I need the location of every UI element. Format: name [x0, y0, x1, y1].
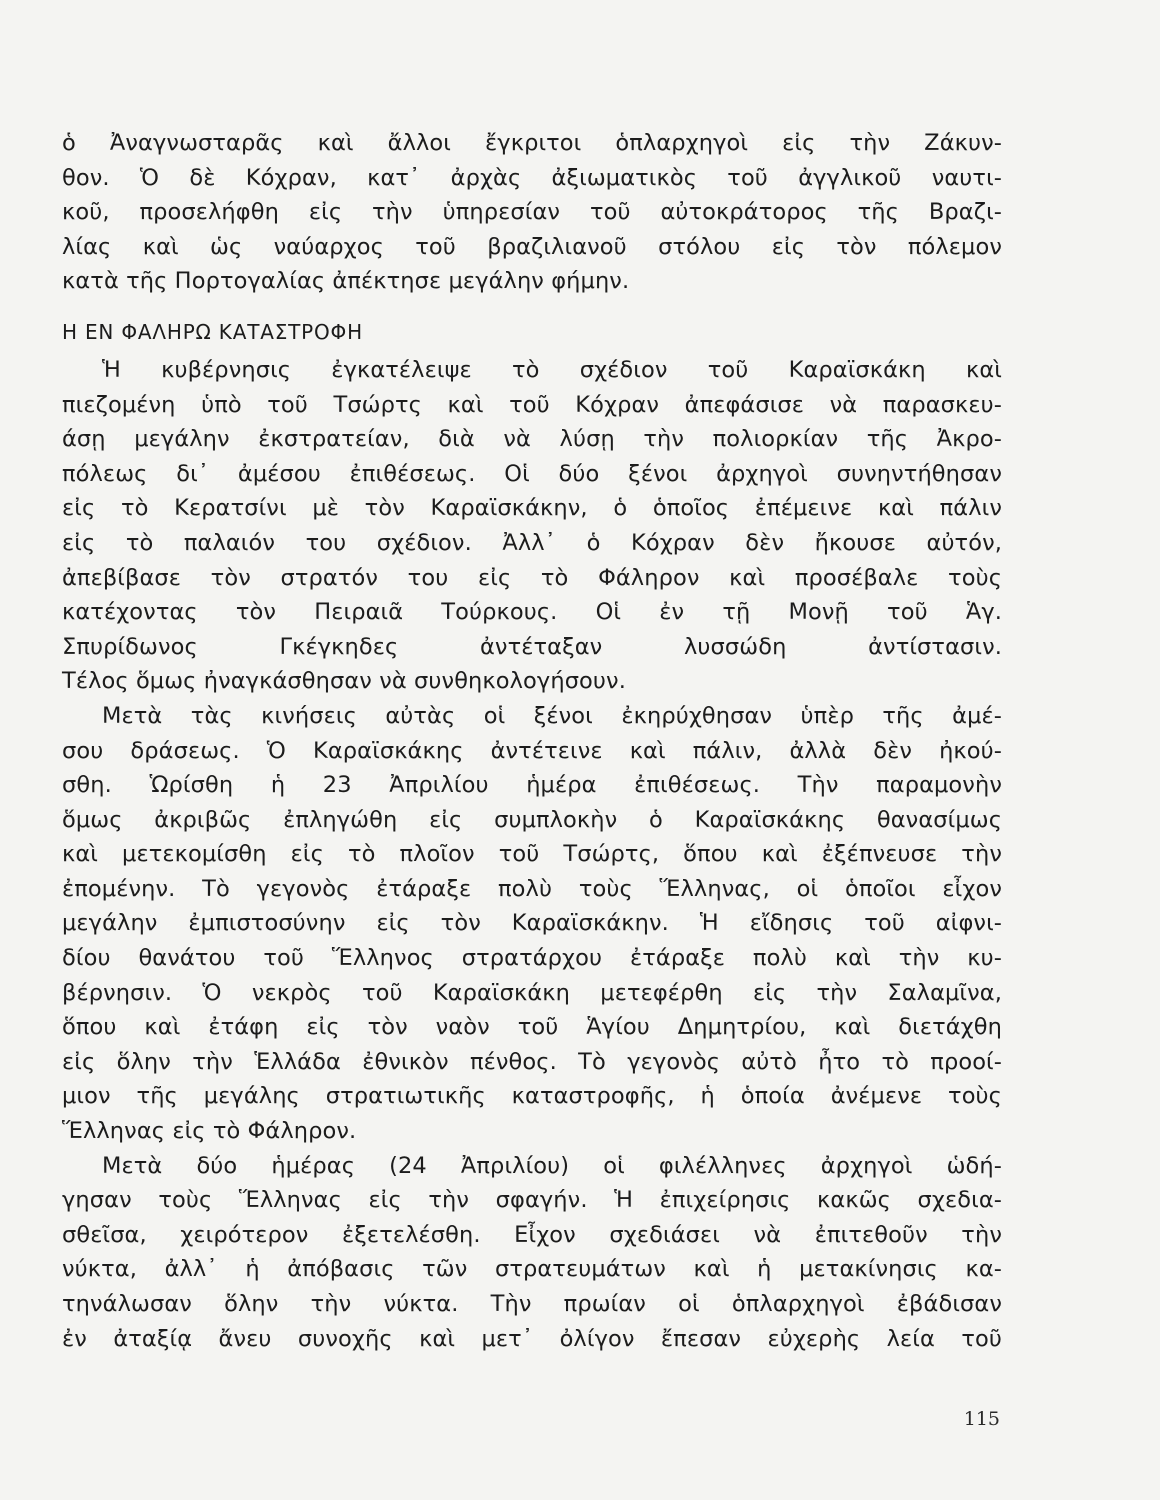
page-body [62, 126, 1002, 1356]
text-line: πόλεως δι᾽ ἀμέσου ἐπιθέσεως. Οἱ δύο ξένοι ἀρχηγοὶ συνηντήθησαν [62, 460, 1002, 487]
paragraph-2 [62, 699, 1002, 1149]
text-line: ὅπου καὶ ἐτάφη εἰς τὸν ναὸν τοῦ Ἁγίου Δημητρίου, καὶ διετάχθη [62, 1014, 1002, 1041]
text-line: τηνάλωσαν ὅλην τὴν νύκτα. Τὴν πρωίαν οἱ ὁπλαρχηγοὶ ἐβάδισαν [62, 1291, 1002, 1317]
text-line: Ἡ κυβέρνησις ἐγκατέλειψε τὸ σχέδιον τοῦ Καραϊσκάκη καὶ [102, 356, 1002, 383]
text-line: Μετὰ τὰς κινήσεις αὐτὰς οἱ ξένοι ἐκηρύχθησαν ὑπὲρ τῆς ἀμέ- [102, 702, 1002, 729]
text-line: δίου θανάτου τοῦ Ἕλληνος στρατάρχου ἐτάραξε πολὺ καὶ τὴν κυ- [62, 945, 1002, 972]
text-line: σθη. Ὡρίσθη ἡ 23 Ἀπριλίου ἡμέρα ἐπιθέσεως. Τὴν παραμονὴν [62, 772, 1002, 799]
text-line: πιεζομένη ὑπὸ τοῦ Τσώρτς καὶ τοῦ Κόχραν ἀπεφάσισε νὰ παρασκευ- [62, 391, 1002, 418]
text-line: Τέλος ὅμως ἠναγκάσθησαν νὰ συνθηκολογήσουν. [62, 668, 626, 695]
text-line: Μετὰ δύο ἡμέρας (24 Ἀπριλίου) οἱ φιλέλληνες ἀρχηγοὶ ὡδή- [102, 1152, 1002, 1179]
text-line: νύκτα, ἀλλ᾽ ἡ ἀπόβασις τῶν στρατευμάτων καὶ ἡ μετακίνησις κα- [62, 1256, 1002, 1283]
paragraph-3 [62, 1149, 1002, 1357]
text-line: μεγάλην ἐμπιστοσύνην εἰς τὸν Καραϊσκάκην. Ἡ εἴδησις τοῦ αἰφνι- [62, 910, 1002, 937]
text-line: άσῃ μεγάλην ἐκστρατείαν, διὰ νὰ λύσῃ τὴν πολιορκίαν τῆς Ἀκρο- [62, 426, 1002, 453]
text-line: Σπυρίδωνος Γκέγκηδες ἀντέταξαν λυσσώδη ἀντίστασιν. [62, 633, 1002, 660]
text-line: θον. Ὁ δὲ Κόχραν, κατ᾽ ἀρχὰς ἀξιωματικὸς τοῦ ἀγγλικοῦ ναυτι- [62, 164, 1002, 191]
text-line: κατέχοντας τὸν Πειραιᾶ Τούρκους. Οἱ ἐν τῇ Μονῇ τοῦ Ἁγ. [62, 599, 1002, 626]
text-line: εἰς τὸ παλαιόν του σχέδιον. Ἀλλ᾽ ὁ Κόχραν δὲν ἤκουσε αὐτόν, [62, 529, 1002, 556]
text-line: ἐν ἀταξίᾳ ἄνευ συνοχῆς καὶ μετ᾽ ὀλίγον ἔπεσαν εὐχερὴς λεία τοῦ [62, 1325, 1002, 1352]
text-line: ὁ Ἀναγνωσταρᾶς καὶ ἄλλοι ἔγκριτοι ὁπλαρχηγοὶ εἰς τὴν Ζάκυν- [62, 130, 1002, 156]
text-line: γησαν τοὺς Ἕλληνας εἰς τὴν σφαγήν. Ἡ ἐπιχείρησις κακῶς σχεδια- [62, 1187, 1002, 1214]
section-heading: Η ΕΝ ΦΑΛΗΡΩ ΚΑΤΑΣΤΡΟΦΗ [62, 319, 363, 344]
text-line: Ἕλληνας εἰς τὸ Φάληρον. [62, 1118, 357, 1145]
paragraph-opening [62, 126, 1002, 299]
text-line: κατὰ τῆς Πορτογαλίας ἀπέκτησε μεγάλην φήμην. [62, 268, 630, 295]
text-line: κοῦ, προσελήφθη εἰς τὴν ὑπηρεσίαν τοῦ αὐτοκράτορος τῆς Βραζι- [62, 199, 1002, 226]
page-number: 115 [963, 1408, 1000, 1430]
text-line: μιον τῆς μεγάλης στρατιωτικῆς καταστροφῆς, ἡ ὁποία ἀνέμενε τοὺς [62, 1083, 1002, 1110]
text-line: ἐπομένην. Τὸ γεγονὸς ἐτάραξε πολὺ τοὺς Ἕλληνας, οἱ ὁποῖοι εἶχον [62, 875, 1002, 902]
text-line: βέρνησιν. Ὁ νεκρὸς τοῦ Καραϊσκάκη μετεφέρθη εἰς τὴν Σαλαμῖνα, [62, 979, 1002, 1006]
text-line: καὶ μετεκομίσθη εἰς τὸ πλοῖον τοῦ Τσώρτς, ὅπου καὶ ἐξέπνευσε τὴν [62, 841, 1002, 868]
text-line: λίας καὶ ὡς ναύαρχος τοῦ βραζιλιανοῦ στόλου εἰς τὸν πόλεμον [62, 233, 1002, 260]
paragraph-1 [62, 353, 1002, 699]
text-line: σου δράσεως. Ὁ Καραϊσκάκης ἀντέτεινε καὶ πάλιν, ἀλλὰ δὲν ἠκού- [62, 737, 1002, 764]
text-line: εἰς ὅλην τὴν Ἑλλάδα ἐθνικὸν πένθος. Τὸ γεγονὸς αὐτὸ ἦτο τὸ προοί- [62, 1048, 1002, 1075]
text-line: ἀπεβίβασε τὸν στρατόν του εἰς τὸ Φάληρον καὶ προσέβαλε τοὺς [62, 564, 1002, 591]
text-line: εἰς τὸ Κερατσίνι μὲ τὸν Καραϊσκάκην, ὁ ὁποῖος ἐπέμεινε καὶ πάλιν [62, 495, 1002, 522]
text-line: σθεῖσα, χειρότερον ἐξετελέσθη. Εἶχον σχεδιάσει νὰ ἐπιτεθοῦν τὴν [62, 1221, 1002, 1248]
text-line: ὅμως ἀκριβῶς ἐπληγώθη εἰς συμπλοκὴν ὁ Καραϊσκάκης θανασίμως [62, 806, 1002, 833]
